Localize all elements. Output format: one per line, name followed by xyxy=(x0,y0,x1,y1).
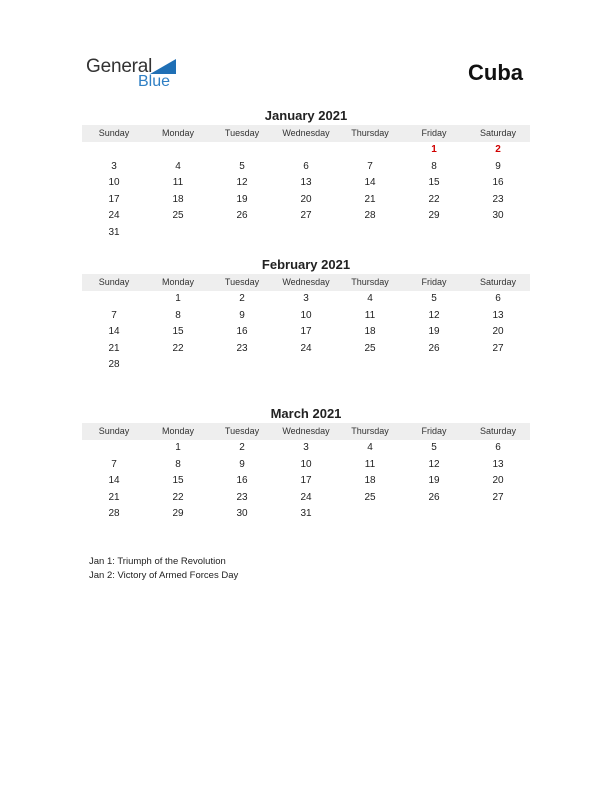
day-cell: 21 xyxy=(108,491,120,503)
holiday-note: Jan 1: Triumph of the Revolution xyxy=(89,556,226,567)
day-cell: 17 xyxy=(300,475,312,487)
day-cell: 11 xyxy=(364,309,376,321)
logo-triangle-icon xyxy=(150,59,176,74)
day-cell: 10 xyxy=(108,177,120,189)
day-cell: 15 xyxy=(172,326,184,338)
holiday-day-cell: 1 xyxy=(431,144,437,155)
day-cell: 28 xyxy=(108,359,120,371)
day-cell: 18 xyxy=(364,326,376,338)
month-block xyxy=(82,256,530,374)
day-cell: 9 xyxy=(239,458,245,470)
day-cell: 28 xyxy=(364,210,376,222)
empty-day-cell xyxy=(146,142,210,159)
day-cell: 15 xyxy=(172,475,184,487)
day-cell: 17 xyxy=(300,326,312,338)
day-cell: 5 xyxy=(431,293,437,304)
month-block xyxy=(82,107,530,242)
day-cell: 24 xyxy=(300,342,312,354)
empty-day-cell xyxy=(82,440,146,457)
week-row xyxy=(82,490,530,507)
weekday-label: Tuesday xyxy=(224,128,260,138)
day-cell: 16 xyxy=(236,475,248,487)
day-cell: 24 xyxy=(108,210,120,222)
day-cell: 19 xyxy=(428,475,440,487)
day-cell: 19 xyxy=(236,193,248,205)
weekday-label: Wednesday xyxy=(282,128,330,138)
day-cell: 3 xyxy=(303,442,309,453)
day-cell: 30 xyxy=(236,508,248,520)
day-cell: 29 xyxy=(428,210,440,222)
day-cell: 26 xyxy=(428,491,440,503)
day-cell: 23 xyxy=(236,342,248,354)
weekday-label: Tuesday xyxy=(224,277,260,287)
country-title: Cuba xyxy=(468,60,523,85)
empty-day-cell xyxy=(210,357,274,374)
day-cell: 2 xyxy=(239,293,245,304)
empty-day-cell xyxy=(82,142,146,159)
day-cell: 14 xyxy=(108,326,120,338)
day-cell: 4 xyxy=(367,442,373,453)
empty-day-cell xyxy=(338,357,402,374)
weekday-label: Friday xyxy=(421,128,447,138)
day-cell: 2 xyxy=(239,442,245,453)
day-cell: 13 xyxy=(492,309,504,321)
empty-day-cell xyxy=(338,225,402,242)
weekday-label: Saturday xyxy=(479,128,517,138)
week-row xyxy=(82,208,530,225)
week-row xyxy=(82,341,530,358)
day-cell: 22 xyxy=(428,193,440,205)
weekday-label: Saturday xyxy=(479,426,517,436)
day-cell: 14 xyxy=(364,177,376,189)
month-title: March 2021 xyxy=(270,406,342,421)
week-row xyxy=(82,440,530,457)
day-cell: 20 xyxy=(492,475,504,487)
weekday-header-row xyxy=(82,274,530,291)
empty-day-cell xyxy=(402,506,466,523)
holiday-notes xyxy=(89,555,238,583)
day-cell: 16 xyxy=(236,326,248,338)
weekday-label: Thursday xyxy=(351,277,389,287)
weekday-label: Thursday xyxy=(351,128,389,138)
weekday-header-row xyxy=(82,125,530,142)
day-cell: 22 xyxy=(172,491,184,503)
day-cell: 18 xyxy=(364,475,376,487)
month-block xyxy=(82,405,530,523)
weekday-label: Wednesday xyxy=(282,277,330,287)
week-row xyxy=(82,192,530,209)
day-cell: 13 xyxy=(492,458,504,470)
weekday-label: Thursday xyxy=(351,426,389,436)
day-cell: 23 xyxy=(236,491,248,503)
day-cell: 13 xyxy=(300,177,312,189)
day-cell: 6 xyxy=(303,160,309,172)
holiday-day-cell: 2 xyxy=(495,144,501,155)
empty-day-cell xyxy=(466,225,530,242)
day-cell: 28 xyxy=(108,508,120,520)
day-cell: 9 xyxy=(495,160,501,172)
day-cell: 20 xyxy=(492,326,504,338)
empty-day-cell xyxy=(338,142,402,159)
day-cell: 27 xyxy=(492,342,504,354)
week-row xyxy=(82,457,530,474)
day-cell: 23 xyxy=(492,193,504,205)
weekday-label: Sunday xyxy=(98,128,130,138)
day-cell: 29 xyxy=(172,508,184,520)
week-row xyxy=(82,225,530,242)
day-cell: 31 xyxy=(108,226,120,238)
weekday-label: Friday xyxy=(421,277,447,287)
day-cell: 14 xyxy=(108,475,120,487)
logo-blue-text: Blue xyxy=(138,73,171,90)
weekday-label: Monday xyxy=(161,128,195,138)
day-cell: 19 xyxy=(428,326,440,338)
day-cell: 10 xyxy=(300,309,312,321)
day-cell: 15 xyxy=(428,177,440,189)
empty-day-cell xyxy=(466,357,530,374)
weekday-label: Monday xyxy=(161,277,195,287)
day-cell: 16 xyxy=(492,177,504,189)
day-cell: 17 xyxy=(108,193,120,205)
week-row xyxy=(82,142,530,159)
weekday-label: Saturday xyxy=(479,277,517,287)
weekday-label: Monday xyxy=(161,426,195,436)
day-cell: 21 xyxy=(108,342,120,354)
weekday-label: Tuesday xyxy=(224,426,260,436)
empty-day-cell xyxy=(274,142,338,159)
empty-day-cell xyxy=(146,225,210,242)
day-cell: 22 xyxy=(172,342,184,354)
week-row xyxy=(82,291,530,308)
empty-day-cell xyxy=(82,291,146,308)
month-title: January 2021 xyxy=(264,108,348,123)
day-cell: 25 xyxy=(364,491,376,503)
day-cell: 5 xyxy=(431,442,437,453)
week-row xyxy=(82,506,530,523)
day-cell: 3 xyxy=(303,293,309,304)
day-cell: 6 xyxy=(495,293,501,304)
day-cell: 8 xyxy=(431,160,437,172)
day-cell: 31 xyxy=(300,508,312,520)
day-cell: 3 xyxy=(111,160,117,172)
month-title: February 2021 xyxy=(261,257,351,272)
day-cell: 12 xyxy=(236,177,248,189)
day-cell: 5 xyxy=(239,160,245,172)
empty-day-cell xyxy=(402,357,466,374)
day-cell: 7 xyxy=(111,458,117,470)
empty-day-cell xyxy=(274,225,338,242)
day-cell: 8 xyxy=(175,309,181,321)
empty-day-cell xyxy=(210,225,274,242)
empty-day-cell xyxy=(466,506,530,523)
weekday-label: Friday xyxy=(421,426,447,436)
day-cell: 7 xyxy=(111,309,117,321)
day-cell: 30 xyxy=(492,210,504,222)
day-cell: 11 xyxy=(364,458,376,470)
day-cell: 7 xyxy=(367,160,373,172)
day-cell: 1 xyxy=(175,442,181,453)
day-cell: 4 xyxy=(367,293,373,304)
day-cell: 20 xyxy=(300,193,312,205)
week-row xyxy=(82,308,530,325)
weekday-header-row xyxy=(82,423,530,440)
day-cell: 24 xyxy=(300,491,312,503)
empty-day-cell xyxy=(338,506,402,523)
day-cell: 21 xyxy=(364,193,376,205)
day-cell: 26 xyxy=(428,342,440,354)
day-cell: 6 xyxy=(495,442,501,453)
day-cell: 25 xyxy=(364,342,376,354)
day-cell: 27 xyxy=(492,491,504,503)
day-cell: 10 xyxy=(300,458,312,470)
day-cell: 26 xyxy=(236,210,248,222)
weekday-label: Sunday xyxy=(98,426,130,436)
day-cell: 12 xyxy=(428,309,440,321)
weekday-label: Wednesday xyxy=(282,426,330,436)
logo-general-text: General xyxy=(86,56,153,77)
week-row xyxy=(82,473,530,490)
empty-day-cell xyxy=(146,357,210,374)
week-row xyxy=(82,357,530,374)
empty-day-cell xyxy=(274,357,338,374)
day-cell: 11 xyxy=(172,177,184,189)
weekday-label: Sunday xyxy=(98,277,130,287)
day-cell: 4 xyxy=(175,160,181,172)
day-cell: 27 xyxy=(300,210,312,222)
day-cell: 1 xyxy=(175,293,181,304)
day-cell: 9 xyxy=(239,309,245,321)
week-row xyxy=(82,324,530,341)
day-cell: 8 xyxy=(175,458,181,470)
holiday-note: Jan 2: Victory of Armed Forces Day xyxy=(89,570,239,581)
day-cell: 18 xyxy=(172,193,184,205)
generalblue-logo xyxy=(86,56,186,92)
week-row xyxy=(82,175,530,192)
week-row xyxy=(82,159,530,176)
day-cell: 12 xyxy=(428,458,440,470)
day-cell: 25 xyxy=(172,210,184,222)
empty-day-cell xyxy=(210,142,274,159)
empty-day-cell xyxy=(402,225,466,242)
